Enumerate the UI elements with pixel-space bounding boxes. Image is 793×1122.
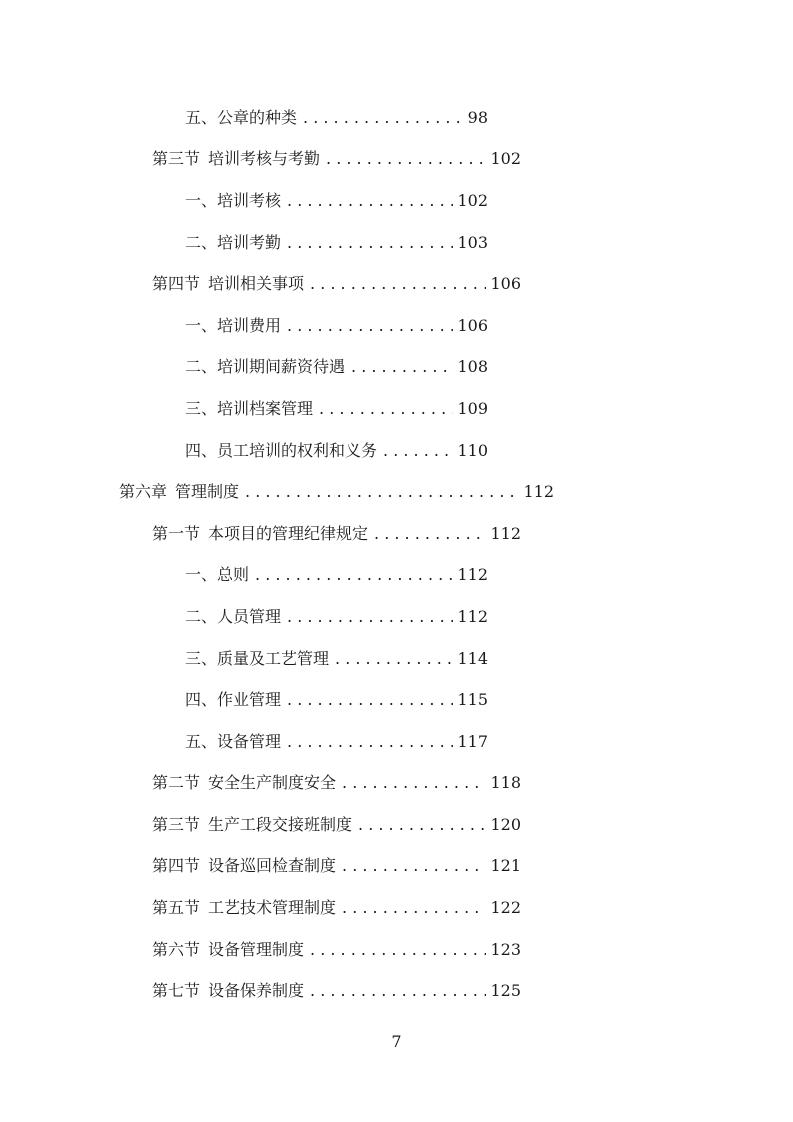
- toc-entry-title: 二、培训考勤: [185, 232, 282, 252]
- toc-entry-section-number: 第二节: [152, 773, 201, 793]
- toc-entry-page-number: 103: [453, 233, 488, 253]
- toc-entry-section-number: 第七节: [152, 981, 201, 1001]
- toc-entry-section-number: 第六节: [152, 939, 201, 959]
- table-of-contents: [0, 97, 793, 1012]
- toc-entry-label: [185, 357, 351, 377]
- toc-entry[interactable]: [0, 139, 641, 181]
- toc-entry[interactable]: [0, 513, 641, 555]
- toc-entry-title: 管理制度: [175, 482, 240, 502]
- toc-entry[interactable]: [0, 263, 641, 305]
- toc-entry[interactable]: [0, 471, 674, 513]
- toc-entry-page-number: 106: [453, 316, 488, 336]
- toc-entry-section-number: 第三节: [152, 149, 201, 169]
- toc-entry-title: 本项目的管理纪律规定: [208, 523, 369, 543]
- toc-dot-leader: [374, 524, 486, 544]
- toc-entry-page-number: 106: [486, 274, 521, 294]
- toc-entry-page-number: 110: [453, 441, 488, 461]
- toc-entry-label: [152, 274, 310, 294]
- toc-dot-leader: [287, 191, 453, 211]
- toc-dot-leader: [326, 149, 486, 169]
- toc-entry-page-number: 98: [464, 108, 488, 128]
- toc-entry[interactable]: [0, 555, 608, 597]
- toc-entry-label: [152, 940, 310, 960]
- toc-entry-page-number: 112: [519, 482, 554, 502]
- toc-entry-section-number: 第四节: [152, 856, 201, 876]
- toc-dot-leader: [351, 357, 453, 377]
- toc-entry-label: [152, 149, 326, 169]
- toc-entry-label: [185, 690, 287, 710]
- toc-dot-leader: [303, 108, 464, 128]
- toc-entry-label: [185, 316, 287, 336]
- toc-entry[interactable]: [0, 846, 641, 888]
- toc-entry-label: [185, 191, 287, 211]
- toc-entry-title: 培训相关事项: [208, 274, 305, 294]
- toc-dot-leader: [335, 649, 453, 669]
- toc-dot-leader: [287, 316, 453, 336]
- toc-entry-label: [152, 856, 342, 876]
- toc-entry-title: 设备保养制度: [208, 981, 305, 1001]
- toc-entry-page-number: 122: [486, 898, 521, 918]
- toc-entry-label: [185, 399, 319, 419]
- toc-entry-label: [185, 649, 335, 669]
- toc-entry-title: 一、总则: [185, 565, 250, 585]
- toc-entry-section-number: 第一节: [152, 523, 201, 543]
- toc-entry-label: [185, 607, 287, 627]
- toc-entry[interactable]: [0, 638, 608, 680]
- toc-entry-title: 设备巡回检查制度: [208, 856, 337, 876]
- toc-entry[interactable]: [0, 596, 608, 638]
- toc-entry-title: 培训考核与考勤: [208, 149, 321, 169]
- toc-entry-page-number: 118: [486, 773, 521, 793]
- toc-entry[interactable]: [0, 97, 608, 139]
- toc-entry-section-number: 第四节: [152, 274, 201, 294]
- toc-dot-leader: [287, 607, 453, 627]
- toc-dot-leader: [310, 274, 486, 294]
- toc-entry[interactable]: [0, 721, 608, 763]
- toc-dot-leader: [319, 399, 453, 419]
- toc-entry-page-number: 117: [453, 732, 488, 752]
- toc-entry[interactable]: [0, 305, 608, 347]
- toc-entry[interactable]: [0, 388, 608, 430]
- toc-dot-leader: [383, 441, 453, 461]
- toc-entry-title: 四、作业管理: [185, 690, 282, 710]
- toc-entry-title: 二、人员管理: [185, 606, 282, 626]
- toc-entry-page-number: 112: [453, 607, 488, 627]
- toc-entry[interactable]: [0, 222, 608, 264]
- toc-entry-label: [185, 233, 287, 253]
- toc-entry-page-number: 114: [453, 649, 488, 669]
- toc-entry-page-number: 115: [453, 690, 488, 710]
- toc-entry-label: [152, 898, 342, 918]
- toc-entry-title: 二、培训期间薪资待遇: [185, 357, 346, 377]
- toc-entry-page-number: 125: [486, 981, 521, 1001]
- toc-entry-page-number: 112: [453, 565, 488, 585]
- toc-entry-page-number: 123: [486, 940, 521, 960]
- toc-dot-leader: [342, 856, 486, 876]
- toc-entry[interactable]: [0, 347, 608, 389]
- toc-entry-title: 生产工段交接班制度: [208, 814, 353, 834]
- toc-entry-section-number: 第五节: [152, 898, 201, 918]
- toc-entry-section-number: 第六章: [119, 482, 168, 502]
- toc-entry-title: 安全生产制度安全: [208, 773, 337, 793]
- toc-dot-leader: [245, 482, 519, 502]
- toc-entry-page-number: 102: [486, 149, 521, 169]
- toc-entry-title: 三、质量及工艺管理: [185, 648, 330, 668]
- toc-entry-title: 设备管理制度: [208, 939, 305, 959]
- toc-entry-page-number: 102: [453, 191, 488, 211]
- toc-entry[interactable]: [0, 430, 608, 472]
- toc-entry-label: [185, 441, 383, 461]
- toc-dot-leader: [342, 773, 486, 793]
- toc-entry-label: [152, 773, 342, 793]
- toc-entry-label: [152, 981, 310, 1001]
- toc-entry[interactable]: [0, 804, 641, 846]
- toc-entry-label: [152, 524, 374, 544]
- toc-entry[interactable]: [0, 679, 608, 721]
- toc-dot-leader: [287, 732, 453, 752]
- toc-entry-page-number: 121: [486, 856, 521, 876]
- toc-entry-label: [185, 732, 287, 752]
- toc-dot-leader: [287, 690, 453, 710]
- toc-entry-page-number: 120: [486, 815, 521, 835]
- toc-dot-leader: [310, 981, 486, 1001]
- toc-entry-label: [185, 108, 303, 128]
- toc-entry-title: 三、培训档案管理: [185, 398, 314, 418]
- toc-entry-label: [119, 482, 245, 502]
- toc-entry-page-number: 108: [453, 357, 488, 377]
- toc-entry-label: [152, 815, 358, 835]
- toc-dot-leader: [287, 233, 453, 253]
- toc-entry[interactable]: [0, 970, 641, 1012]
- toc-entry[interactable]: [0, 929, 641, 971]
- toc-dot-leader: [358, 815, 486, 835]
- toc-dot-leader: [342, 898, 486, 918]
- toc-entry-page-number: 109: [453, 399, 488, 419]
- toc-dot-leader: [310, 940, 486, 960]
- toc-entry[interactable]: [0, 763, 641, 805]
- toc-entry-title: 工艺技术管理制度: [208, 898, 337, 918]
- toc-entry-title: 四、员工培训的权利和义务: [185, 440, 378, 460]
- toc-entry[interactable]: [0, 887, 641, 929]
- toc-entry-label: [185, 565, 255, 585]
- toc-entry-section-number: 第三节: [152, 814, 201, 834]
- toc-entry-title: 一、培训考核: [185, 190, 282, 210]
- page-number: 7: [391, 1032, 402, 1051]
- toc-entry-page-number: 112: [486, 524, 521, 544]
- toc-dot-leader: [255, 565, 453, 585]
- toc-entry-title: 五、公章的种类: [185, 107, 298, 127]
- toc-entry-title: 一、培训费用: [185, 315, 282, 335]
- toc-entry-title: 五、设备管理: [185, 731, 282, 751]
- toc-entry[interactable]: [0, 180, 608, 222]
